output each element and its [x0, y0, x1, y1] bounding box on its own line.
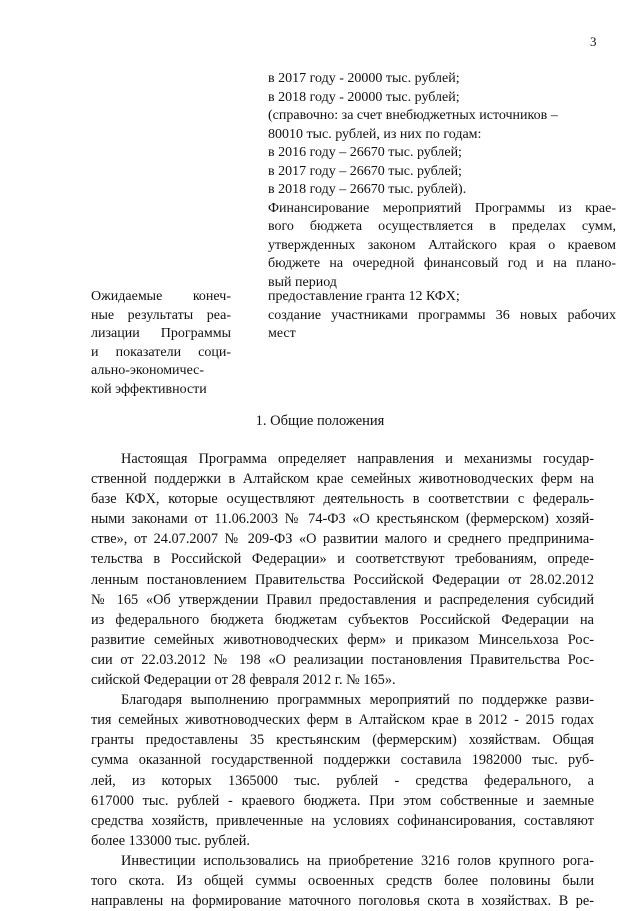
funding-line: утвержденных законом Алтайского края о краевом: [268, 237, 616, 253]
section-title: 1. Общие положения: [255, 413, 385, 429]
body-line: сийской Федерации от 28 февраля 2012 г. № 165».: [91, 672, 396, 689]
funding-line: Финансирование мероприятий Программы из крае-: [268, 200, 616, 216]
funding-line: в 2017 году - 20000 тыс. рублей;: [268, 71, 460, 86]
body-line: Инвестиции использовались на приобретение 3216 голов крупного рога-: [121, 852, 594, 869]
results-label-line: лизации Программы: [91, 326, 231, 341]
results-value-line: предоставление гранта 12 КФХ;: [268, 289, 460, 304]
body-line: направлены на формирование маточного поголовья скота в хозяйствах. В ре-: [91, 893, 594, 910]
body-line: сии от 22.03.2012 № 198 «О реализации постановления Правительства Рос-: [91, 651, 594, 668]
funding-line: (справочно: за счет внебюджетных источников –: [268, 108, 558, 123]
funding-line: в 2018 году - 20000 тыс. рублей;: [268, 89, 460, 105]
results-value-line: создание участниками программы 36 новых рабочих: [268, 307, 616, 323]
funding-block: [268, 70, 616, 292]
body-line: того скота. Из общей суммы освоенных средств более половины были: [91, 872, 594, 889]
body-text: [91, 449, 594, 911]
body-line: стве», от 24.07.2007 № 209-ФЗ «О развитии малого и среднего предпринима-: [91, 531, 594, 548]
body-line: лей, из которых 1365000 тыс. рублей - средства федерального, а: [91, 772, 594, 789]
body-line: средства хозяйств, привлеченные на условиях софинансирования, составляют: [91, 812, 594, 829]
body-line: ственной поддержки в Алтайском крае семейных животноводческих ферм на: [91, 471, 594, 488]
body-line: ными законами от 11.06.2003 № 74-ФЗ «О крестьянском (фермерском) хозяй-: [91, 511, 594, 528]
body-line: базе КФХ, которые осуществляют деятельность в соответствии с федераль-: [91, 491, 594, 508]
funding-line: в 2017 году – 26670 тыс. рублей;: [268, 163, 462, 179]
results-label: [91, 288, 231, 399]
body-line: из федерального бюджета бюджетам субъектов Российской Федерации на: [91, 611, 594, 628]
funding-line: вый период: [268, 274, 337, 290]
body-line: гранты предоставлены 35 крестьянским (фермерским) хозяйствам. Общая: [91, 732, 594, 749]
page-number: 3: [590, 34, 597, 49]
results-value-line: мест: [268, 326, 296, 341]
results-label-line: и показатели соци-: [91, 344, 231, 360]
funding-line: в 2018 году – 26670 тыс. рублей).: [268, 182, 467, 197]
results-value: [268, 288, 616, 344]
results-label-line: Ожидаемые конеч-: [91, 289, 231, 304]
body-line: Настоящая Программа определяет направления и механизмы государ-: [121, 451, 594, 467]
results-label-line: ально-экономичес-: [91, 363, 205, 378]
results-label-line: ные результаты реа-: [91, 307, 231, 323]
body-line: тия семейных животноводческих ферм в Алтайском крае в 2012 - 2015 годах: [91, 712, 594, 729]
funding-line: в 2016 году – 26670 тыс. рублей;: [268, 145, 462, 160]
body-line: № 165 «Об утверждении Правил предоставления и распределения субсидий: [91, 591, 594, 608]
body-line: Благодаря выполнению программных мероприятий по поддержке разви-: [121, 692, 594, 709]
body-line: развитие семейных животноводческих ферм» и приказом Минсельхоза Рос-: [91, 631, 594, 648]
funding-line: бюджете на очередной финансовый год и на плано-: [268, 256, 616, 271]
body-line: тельства в Российской Федерации» и соответствуют требованиям, опреде-: [91, 551, 594, 568]
results-label-line: кой эффективности: [91, 381, 207, 397]
body-line: сумма оказанной государственной поддержки составила 1982000 тыс. руб-: [91, 752, 594, 769]
body-line: 617000 тыс. рублей - краевого бюджета. При этом собственные и заемные: [91, 792, 594, 809]
funding-line: вого бюджета осуществляется в пределах сумм,: [268, 219, 616, 234]
body-line: ленным постановлением Правительства Российской Федерации от 28.02.2012: [91, 571, 594, 588]
funding-line: 80010 тыс. рублей, из них по годам:: [268, 126, 482, 142]
body-line: более 133000 тыс. рублей.: [91, 832, 250, 849]
